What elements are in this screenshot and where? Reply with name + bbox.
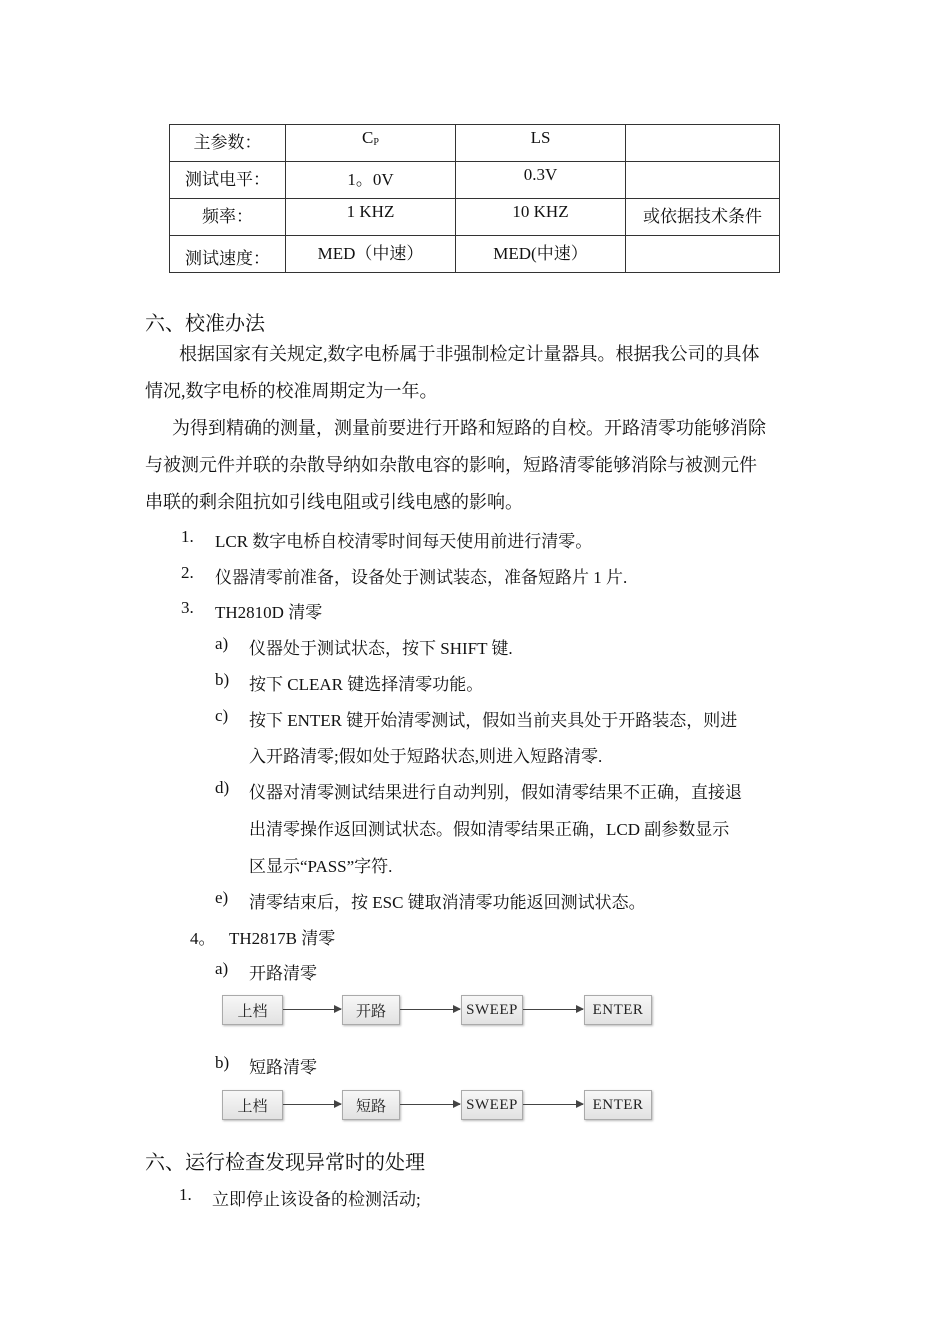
list-item-text: 仪器清零前准备，设备处于测试装态，准备短路片 1 片.	[215, 568, 628, 587]
sub-item-letter: d)	[215, 778, 230, 797]
list-item-text: TH2817B 清零	[229, 929, 336, 948]
table-cell: 或依据技术条件	[626, 199, 780, 236]
sub-item-text: 按下 ENTER 键开始清零测试，假如当前夹具处于开路装态，则进	[249, 711, 738, 730]
table-row	[170, 162, 780, 199]
sub-item-letter: c)	[215, 706, 229, 725]
sub-item-letter: a)	[215, 634, 229, 653]
table-row	[170, 125, 780, 162]
sub-item-text: 仪器对清零测试结果进行自动判别，假如清零结果不正确，直接退	[249, 783, 742, 802]
key-sequence-short	[222, 1090, 654, 1122]
sub-item-letter: e)	[215, 888, 229, 907]
table-row	[170, 199, 780, 236]
paragraph-line: 串联的剩余阻抗如引线电阻或引线电感的影响。	[145, 492, 523, 512]
key-sweep: SWEEP	[461, 995, 523, 1025]
table-row	[170, 236, 780, 273]
table-cell: MED(中速）	[456, 236, 626, 273]
key-shift: 上档	[222, 1090, 283, 1120]
key-shift: 上档	[222, 995, 283, 1025]
list-item-number: 2.	[181, 563, 194, 582]
arrow-right-icon	[523, 1009, 583, 1010]
sub-item-text: 出清零操作返回测试状态。假如清零结果正确，LCD 副参数显示	[249, 820, 730, 839]
key-enter: ENTER	[584, 995, 652, 1025]
table-cell: MED（中速）	[286, 236, 456, 273]
arrow-right-icon	[400, 1104, 460, 1105]
arrow-right-icon	[283, 1104, 341, 1105]
sub-item-text: 开路清零	[249, 964, 317, 983]
key-open: 开路	[342, 995, 400, 1025]
paragraph-line: 根据国家有关规定,数字电桥属于非强制检定计量器具。根据我公司的具体	[179, 344, 760, 364]
sub-item-text: 仪器处于测试状态，按下 SHIFT 键.	[249, 639, 513, 658]
table-cell: 频率：	[170, 199, 286, 236]
list-item-text: LCR 数字电桥自校清零时间每天使用前进行清零。	[215, 532, 593, 551]
parameter-table	[169, 124, 780, 273]
list-item-number: 1.	[179, 1185, 192, 1204]
sub-item-letter: a)	[215, 959, 229, 978]
arrow-right-icon	[283, 1009, 341, 1010]
sub-item-text: 按下 CLEAR 键选择清零功能。	[249, 675, 484, 694]
key-enter: ENTER	[584, 1090, 652, 1120]
sub-item-letter: b)	[215, 670, 230, 689]
table-cell: 1 KHZ	[286, 199, 456, 236]
paragraph-line: 为得到精确的测量，测量前要进行开路和短路的自校。开路清零功能够消除	[172, 418, 766, 438]
table-cell: 10 KHZ	[456, 199, 626, 236]
table-cell: 测试速度：	[170, 236, 286, 273]
paragraph-line: 与被测元件并联的杂散导纳如杂散电容的影响，短路清零能够消除与被测元件	[145, 455, 757, 475]
key-short: 短路	[342, 1090, 400, 1120]
sub-item-text: 区显示“PASS”字符.	[249, 857, 393, 876]
table-cell	[626, 125, 780, 162]
list-item-number: 1.	[181, 527, 194, 546]
list-item-text: TH2810D 清零	[215, 603, 323, 622]
cp-subscript: P	[373, 137, 379, 148]
list-item-number: 3.	[181, 598, 194, 617]
section-heading-calibration: 六、校准办法	[145, 311, 265, 335]
list-item-number: 4。	[190, 929, 216, 948]
table-cell: 1。0V	[286, 162, 456, 199]
sub-item-text: 清零结束后，按 ESC 键取消清零功能返回测试状态。	[249, 893, 646, 912]
table-cell: 0.3V	[456, 162, 626, 199]
sub-item-letter: b)	[215, 1053, 230, 1072]
table-cell	[626, 162, 780, 199]
key-sequence-open	[222, 995, 654, 1027]
arrow-right-icon	[400, 1009, 460, 1010]
sub-item-text: 短路清零	[249, 1058, 317, 1077]
list-item-text: 立即停止该设备的检测活动;	[212, 1190, 421, 1209]
table-cell: LS	[456, 125, 626, 162]
table-cell: 测试电平：	[170, 162, 286, 199]
table-cell-cp	[286, 125, 456, 162]
arrow-right-icon	[523, 1104, 583, 1105]
paragraph-line: 情况,数字电桥的校准周期定为一年。	[145, 381, 438, 401]
cp-main: C	[362, 128, 374, 147]
table-cell: 主参数：	[170, 125, 286, 162]
key-sweep: SWEEP	[461, 1090, 523, 1120]
sub-item-text: 入开路清零;假如处于短路状态,则进入短路清零.	[249, 747, 603, 766]
section-heading-abnormal: 六、运行检查发现异常时的处理	[145, 1150, 425, 1174]
table-cell	[626, 236, 780, 273]
